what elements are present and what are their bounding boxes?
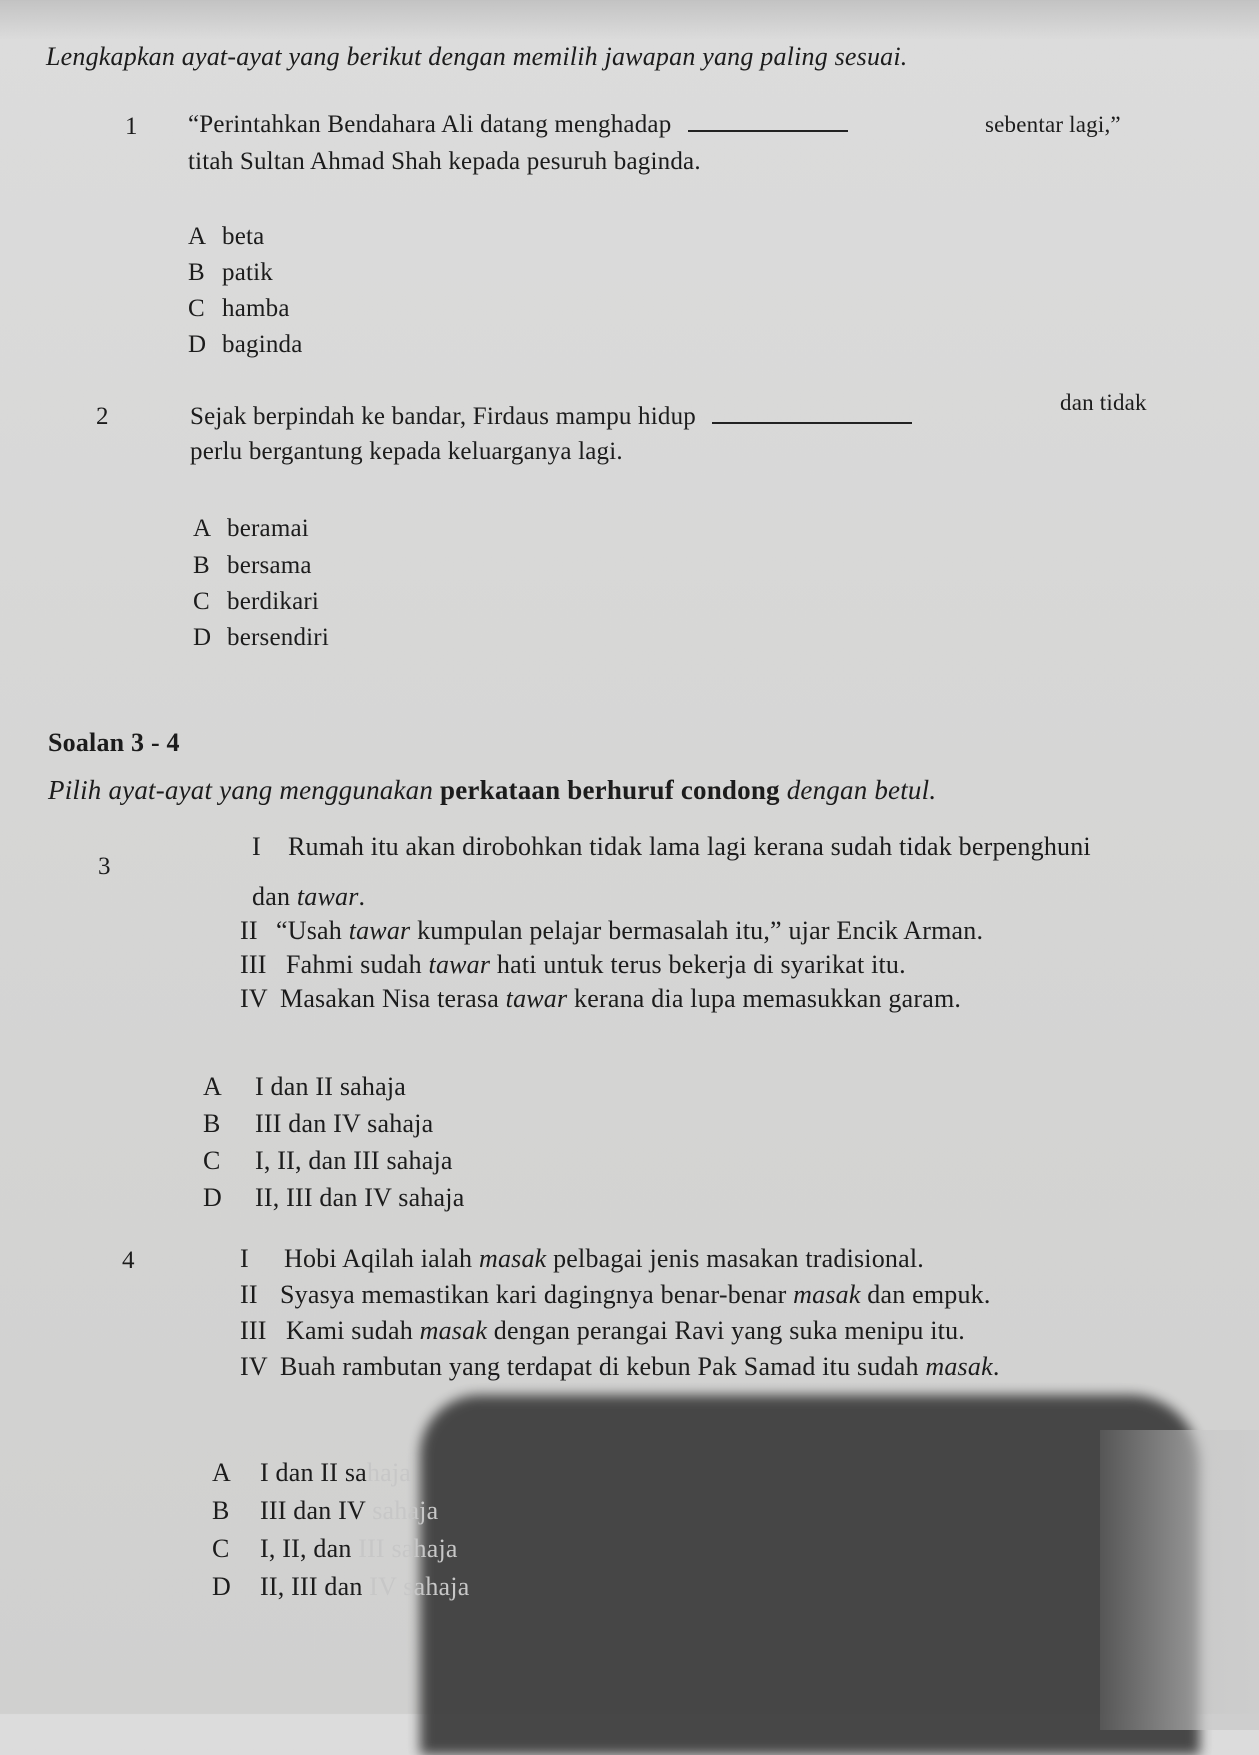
- answer-blank: [712, 404, 912, 424]
- question-3-statement-1-line-2: dan tawar.: [252, 882, 366, 911]
- question-2-option-d[interactable]: D bersendiri: [193, 624, 329, 651]
- question-1-text-after: sebentar lagi,”: [985, 112, 1121, 137]
- section-instruction: Pilih ayat-ayat yang menggunakan perkataan berhuruf condong dengan betul.: [48, 775, 937, 805]
- answer-blank: [688, 112, 848, 132]
- question-4-option-c[interactable]: C I, II, dan III sahaja: [212, 1534, 458, 1563]
- question-4-number: 4: [122, 1247, 135, 1274]
- question-3-option-b[interactable]: B III dan IV sahaja: [203, 1109, 434, 1138]
- question-1-stem: [188, 110, 848, 140]
- question-3-number: 3: [98, 853, 111, 880]
- instruction-1: Lengkapkan ayat-ayat yang berikut dengan memilih jawapan yang paling sesuai.: [46, 42, 908, 71]
- question-1-number: 1: [125, 113, 138, 140]
- question-3-option-a[interactable]: A I dan II sahaja: [203, 1072, 406, 1101]
- question-4-option-a[interactable]: A I dan II sahaja: [212, 1458, 411, 1487]
- question-1-option-c[interactable]: C hamba: [188, 295, 290, 322]
- question-2-option-b[interactable]: B bersama: [193, 552, 312, 579]
- question-4-statement-2: II Syasya memastikan kari dagingnya benar-benar masak dan empuk.: [240, 1280, 991, 1309]
- question-4-statement-4: IV Buah rambutan yang terdapat di kebun Pak Samad itu sudah masak.: [240, 1352, 1000, 1381]
- question-3-statement-3: III Fahmi sudah tawar hati untuk terus bekerja di syarikat itu.: [240, 950, 906, 979]
- question-3-option-c[interactable]: C I, II, dan III sahaja: [203, 1146, 453, 1175]
- hand-shadow: [420, 1395, 1200, 1755]
- question-1-text-before: “Perintahkan Bendahara Ali datang menghadap: [188, 111, 672, 138]
- paper-shade: [0, 0, 1259, 40]
- question-4-option-d[interactable]: D II, III dan IV sahaja: [212, 1572, 470, 1601]
- question-1-option-d[interactable]: D baginda: [188, 331, 303, 358]
- shadow-edge: [1100, 1430, 1259, 1730]
- question-4-statement-1: I Hobi Aqilah ialah masak pelbagai jenis masakan tradisional.: [240, 1244, 924, 1273]
- question-3-statement-4: IV Masakan Nisa terasa tawar kerana dia lupa memasukkan garam.: [240, 984, 962, 1013]
- question-1-option-b[interactable]: B patik: [188, 259, 273, 286]
- question-1-option-a[interactable]: A beta: [188, 223, 265, 250]
- question-1-line-2: titah Sultan Ahmad Shah kepada pesuruh baginda.: [188, 148, 701, 175]
- question-4-statement-3: III Kami sudah masak dengan perangai Ravi yang suka menipu itu.: [240, 1316, 965, 1345]
- question-2-line-2: perlu bergantung kepada keluarganya lagi.: [190, 438, 623, 465]
- question-2-text-after: dan tidak: [1060, 390, 1147, 415]
- question-2-stem: [190, 402, 912, 432]
- question-2-option-c[interactable]: C berdikari: [193, 588, 320, 615]
- question-3-statement-1: I Rumah itu akan dirobohkan tidak lama lagi kerana sudah tidak berpenghuni: [252, 832, 1091, 861]
- question-2-option-a[interactable]: A beramai: [193, 515, 309, 542]
- question-4-option-b[interactable]: B III dan IV sahaja: [212, 1496, 439, 1525]
- question-3-option-d[interactable]: D II, III dan IV sahaja: [203, 1183, 465, 1212]
- question-2-number: 2: [96, 403, 109, 430]
- question-3-statement-2: II “Usah tawar kumpulan pelajar bermasalah itu,” ujar Encik Arman.: [240, 916, 984, 945]
- section-heading: Soalan 3 - 4: [48, 728, 180, 757]
- question-2-text-before: Sejak berpindah ke bandar, Firdaus mampu hidup: [190, 403, 697, 430]
